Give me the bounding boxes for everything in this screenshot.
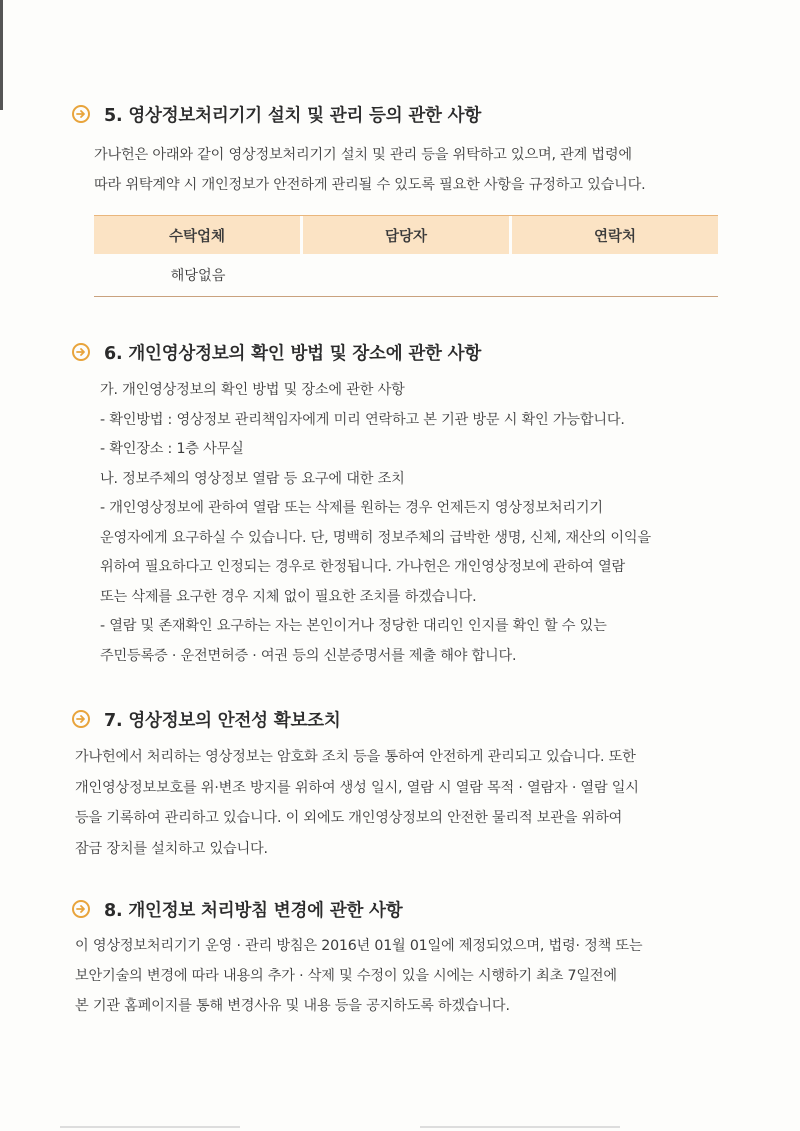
table-row xyxy=(94,254,718,297)
arrow-right-circle-icon xyxy=(72,105,90,123)
text-line: 가나헌은 아래와 같이 영상정보처리기기 설치 및 관리 등을 위탁하고 있으며, 관계 법령에 xyxy=(94,147,632,163)
section-8-heading xyxy=(72,895,402,923)
text-line: 가. 개인영상정보의 확인 방법 및 장소에 관한 사항 xyxy=(100,382,405,398)
section-6-heading xyxy=(72,338,481,366)
section-5-title: 5. 영상정보처리기기 설치 및 관리 등의 관한 사항 xyxy=(104,105,482,126)
text-line: 잠금 장치를 설치하고 있습니다. xyxy=(75,840,268,857)
text-line: 본 기관 홈페이지를 통해 변경사유 및 내용 등을 공지하도록 하겠습니다. xyxy=(75,998,510,1014)
text-line: 보안기술의 변경에 따라 내용의 추가 · 삭제 및 수정이 있을 시에는 시행하기 최초 7일전에 xyxy=(75,968,617,984)
text-line: 나. 정보주체의 영상정보 열람 등 요구에 대한 조치 xyxy=(100,470,405,487)
text-line: - 확인방법 : 영상정보 관리책임자에게 미리 연락하고 본 기관 방문 시 확인 가능합니다. xyxy=(100,411,625,428)
scan-edge xyxy=(0,0,3,110)
text-line: 이 영상정보처리기기 운영 · 관리 방침은 2016년 01월 01일에 제정되었으며, 법령· 정책 또는 xyxy=(75,938,643,954)
text-line: 위하여 필요하다고 인정되는 경우로 한정됩니다. 가나헌은 개인영상정보에 관하여 열람 xyxy=(100,559,625,575)
text-line: 따라 위탁계약 시 개인정보가 안전하게 관리될 수 있도록 필요한 사항을 규정하고 있습니다. xyxy=(94,177,646,193)
table-header-cell: 담당자 xyxy=(300,216,509,254)
table-header-cell: 수탁업체 xyxy=(168,228,226,245)
section-6-body xyxy=(100,376,651,671)
arrow-right-circle-icon xyxy=(72,343,90,361)
text-line: - 열람 및 존재확인 요구하는 자는 본인이거나 정당한 대리인 인지를 확인 할 수 있는 xyxy=(100,618,607,634)
text-line: 가나헌에서 처리하는 영상정보는 암호화 조치 등을 통하여 안전하게 관리되고 있습니다. 또한 xyxy=(75,749,636,765)
section-7-title: 7. 영상정보의 안전성 확보조치 xyxy=(104,710,341,731)
section-5-heading xyxy=(72,100,481,128)
section-6-title: 6. 개인영상정보의 확인 방법 및 장소에 관한 사항 xyxy=(104,343,482,364)
section-8-body xyxy=(75,931,642,1021)
text-line: 등을 기록하여 관리하고 있습니다. 이 외에도 개인영상정보의 안전한 물리적 보관을 위하여 xyxy=(75,810,623,826)
table-cell xyxy=(510,254,718,296)
arrow-right-circle-icon xyxy=(72,710,90,728)
table-cell: 해당없음 xyxy=(170,268,226,284)
outsourcing-table xyxy=(94,215,718,297)
text-line: 개인영상정보보호를 위·변조 방지를 위하여 생성 일시, 열람 시 열람 목적 · 열람자 · 열람 일시 xyxy=(75,779,639,796)
text-line: - 확인장소 : 1층 사무실 xyxy=(100,441,244,457)
scan-artifact xyxy=(420,1126,620,1128)
scan-artifact xyxy=(60,1126,240,1128)
text-line: 주민등록증 · 운전면허증 · 여권 등의 신분증명서를 제출 해야 합니다. xyxy=(100,647,517,664)
arrow-right-circle-icon xyxy=(72,900,90,918)
text-line: 또는 삭제를 요구한 경우 지체 없이 필요한 조치를 하겠습니다. xyxy=(100,588,477,605)
table-header-cell: 연락처 xyxy=(509,216,718,254)
section-8-title: 8. 개인정보 처리방침 변경에 관한 사항 xyxy=(104,900,403,921)
table-header-row xyxy=(94,215,718,254)
section-7-heading xyxy=(72,705,341,733)
text-line: 운영자에게 요구하실 수 있습니다. 단, 명백히 정보주체의 급박한 생명, 신체, 재산의 이익을 xyxy=(100,529,651,546)
table-cell xyxy=(302,254,510,296)
section-7-body xyxy=(75,742,639,864)
text-line: - 개인영상정보에 관하여 열람 또는 삭제를 원하는 경우 언제든지 영상정보처리기기 xyxy=(100,500,603,516)
section-5-body xyxy=(94,140,645,200)
